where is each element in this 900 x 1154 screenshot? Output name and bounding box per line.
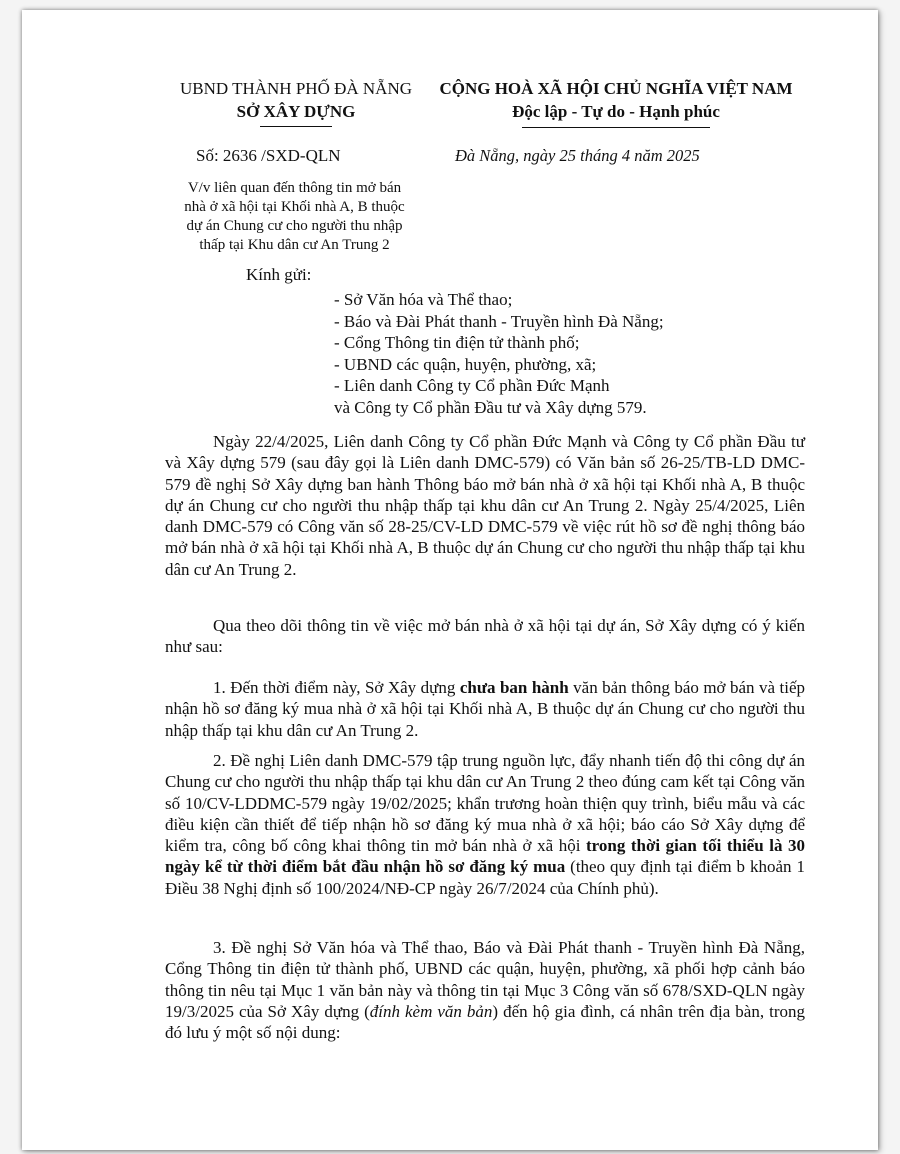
national-motto: Độc lập - Tự do - Hạnh phúc (512, 102, 720, 121)
item-3-italic: đính kèm văn bản (369, 1001, 493, 1021)
subject-line: thấp tại Khu dân cư An Trung 2 (199, 237, 390, 253)
agency-parent: UBND THÀNH PHỐ ĐÀ NẴNG (179, 79, 413, 98)
paragraph-1-text: Ngày 22/4/2025, Liên danh Công ty Cổ phần Đức Mạnh và Công ty Cổ phần Đầu tư và Xây dựng 579 (sau đây gọi là Liên danh DMC-579) có Văn bản số 26-25/TB-LD DMC-579 đề nghị Sở Xây dựng ban hành Thông báo mở bán nhà ở xã hội tại Khối nhà A, B thuộc dự án Chung cư cho người thu nhập thấp tại khu dân cư An Trung 2. Ngày 25/4/2025, Liên danh DMC-579 có Công văn số 28-25/CV-LD DMC-579 về việc rút hồ sơ đề nghị thông báo mở bán nhà ở xã hội tại Khối nhà A, B thuộc dự án Chung cư cho người thu nhập thấp tại khu dân cư An Trung 2. (165, 432, 805, 579)
document-date: Đà Nẵng, ngày 25 tháng 4 năm 2025 (455, 146, 700, 165)
subject-line: nhà ở xã hội tại Khối nhà A, B thuộc (184, 199, 405, 215)
paragraph-1 (165, 431, 805, 580)
greeting: Kính gửi: (246, 265, 312, 284)
item-1-bold: chưa ban hành (459, 678, 569, 697)
motto-underline (522, 127, 710, 128)
item-1-text: 1. Đến thời điểm này, Sở Xây dựng (213, 678, 460, 697)
recipient-item: - Liên danh Công ty Cổ phần Đức Mạnh (334, 376, 610, 395)
item-1-text-end: văn bản thông báo mở bán và tiếp nhận hồ sơ đăng ký mua nhà ở xã hội tại Khối nhà A, B thuộc dự án Chung cư cho người thu nhập thấp tại khu dân cư An Trung 2. (165, 678, 805, 740)
item-1 (165, 677, 805, 741)
document-number: Số: 2636 /SXD-QLN (196, 146, 341, 165)
subject-block (162, 179, 427, 255)
item-2-text: 2. Đề nghị Liên danh DMC-579 tập trung nguồn lực, đẩy nhanh tiến độ thi công dự án Chung cư cho người thu nhập thấp tại khu dân cư An Trung 2 theo đúng cam kết tại Công văn số 10/CV-LDDMC-579 ngày 19/02/2025; khẩn trương hoàn thiện quy trình, biểu mẫu và các điều kiện cần thiết để tiếp nhận hồ sơ đăng ký mua nhà ở xã hội; báo cáo Sở Xây dựng để kiểm tra, công bố công khai thông tin mở bán nhà ở xã hội (165, 751, 805, 856)
item-2-text-end: (theo quy định tại điểm b khoản 1 Điều 38 Nghị định số 100/2024/NĐ-CP ngày 26/7/2024 của Chính phủ). (165, 857, 806, 898)
recipient-item: - Sở Văn hóa và Thể thao; (334, 290, 513, 309)
item-2 (165, 750, 805, 899)
country-name: CỘNG HOÀ XÃ HỘI CHỦ NGHĨA VIỆT NAM (439, 79, 793, 98)
recipient-item: - Báo và Đài Phát thanh - Truyền hình Đà Nẵng; (334, 311, 664, 331)
agency-name: SỞ XÂY DỰNG (236, 102, 356, 121)
item-3-text-end: ) đến hộ gia đình, cá nhân trên địa bàn, trong đó lưu ý một số nội dung: (165, 1001, 805, 1043)
item-2-bold: trong thời gian tối thiểu là 30 ngày kể từ thời điểm bắt đầu nhận hồ sơ đăng ký mua (165, 836, 805, 877)
recipient-list (334, 289, 664, 418)
recipient-item: - Cổng Thông tin điện tử thành phố; (334, 333, 580, 352)
item-3 (165, 937, 805, 1043)
item-3-text: 3. Đề nghị Sở Văn hóa và Thể thao, Báo và Đài Phát thanh - Truyền hình Đà Nẵng, Cổng Thông tin điện tử thành phố, UBND các quận, huyện, phường, xã phối hợp cảnh báo thông tin nêu tại Mục 1 văn bản này và thông tin tại Mục 3 Công văn số 678/SXD-QLN ngày 19/3/2025 của Sở Xây dựng ( (165, 938, 805, 1021)
agency-underline (260, 126, 332, 127)
recipient-item: - UBND các quận, huyện, phường, xã; (334, 354, 597, 374)
paragraph-2 (165, 615, 805, 658)
subject-line: dự án Chung cư cho người thu nhập (186, 218, 403, 234)
paragraph-2-text: Qua theo dõi thông tin về việc mở bán nhà ở xã hội tại dự án, Sở Xây dựng có ý kiến như sau: (165, 616, 805, 657)
document-page (22, 10, 878, 1150)
recipient-item: và Công ty Cổ phần Đầu tư và Xây dựng 579. (334, 397, 647, 417)
subject-line: V/v liên quan đến thông tin mở bán (187, 180, 402, 196)
